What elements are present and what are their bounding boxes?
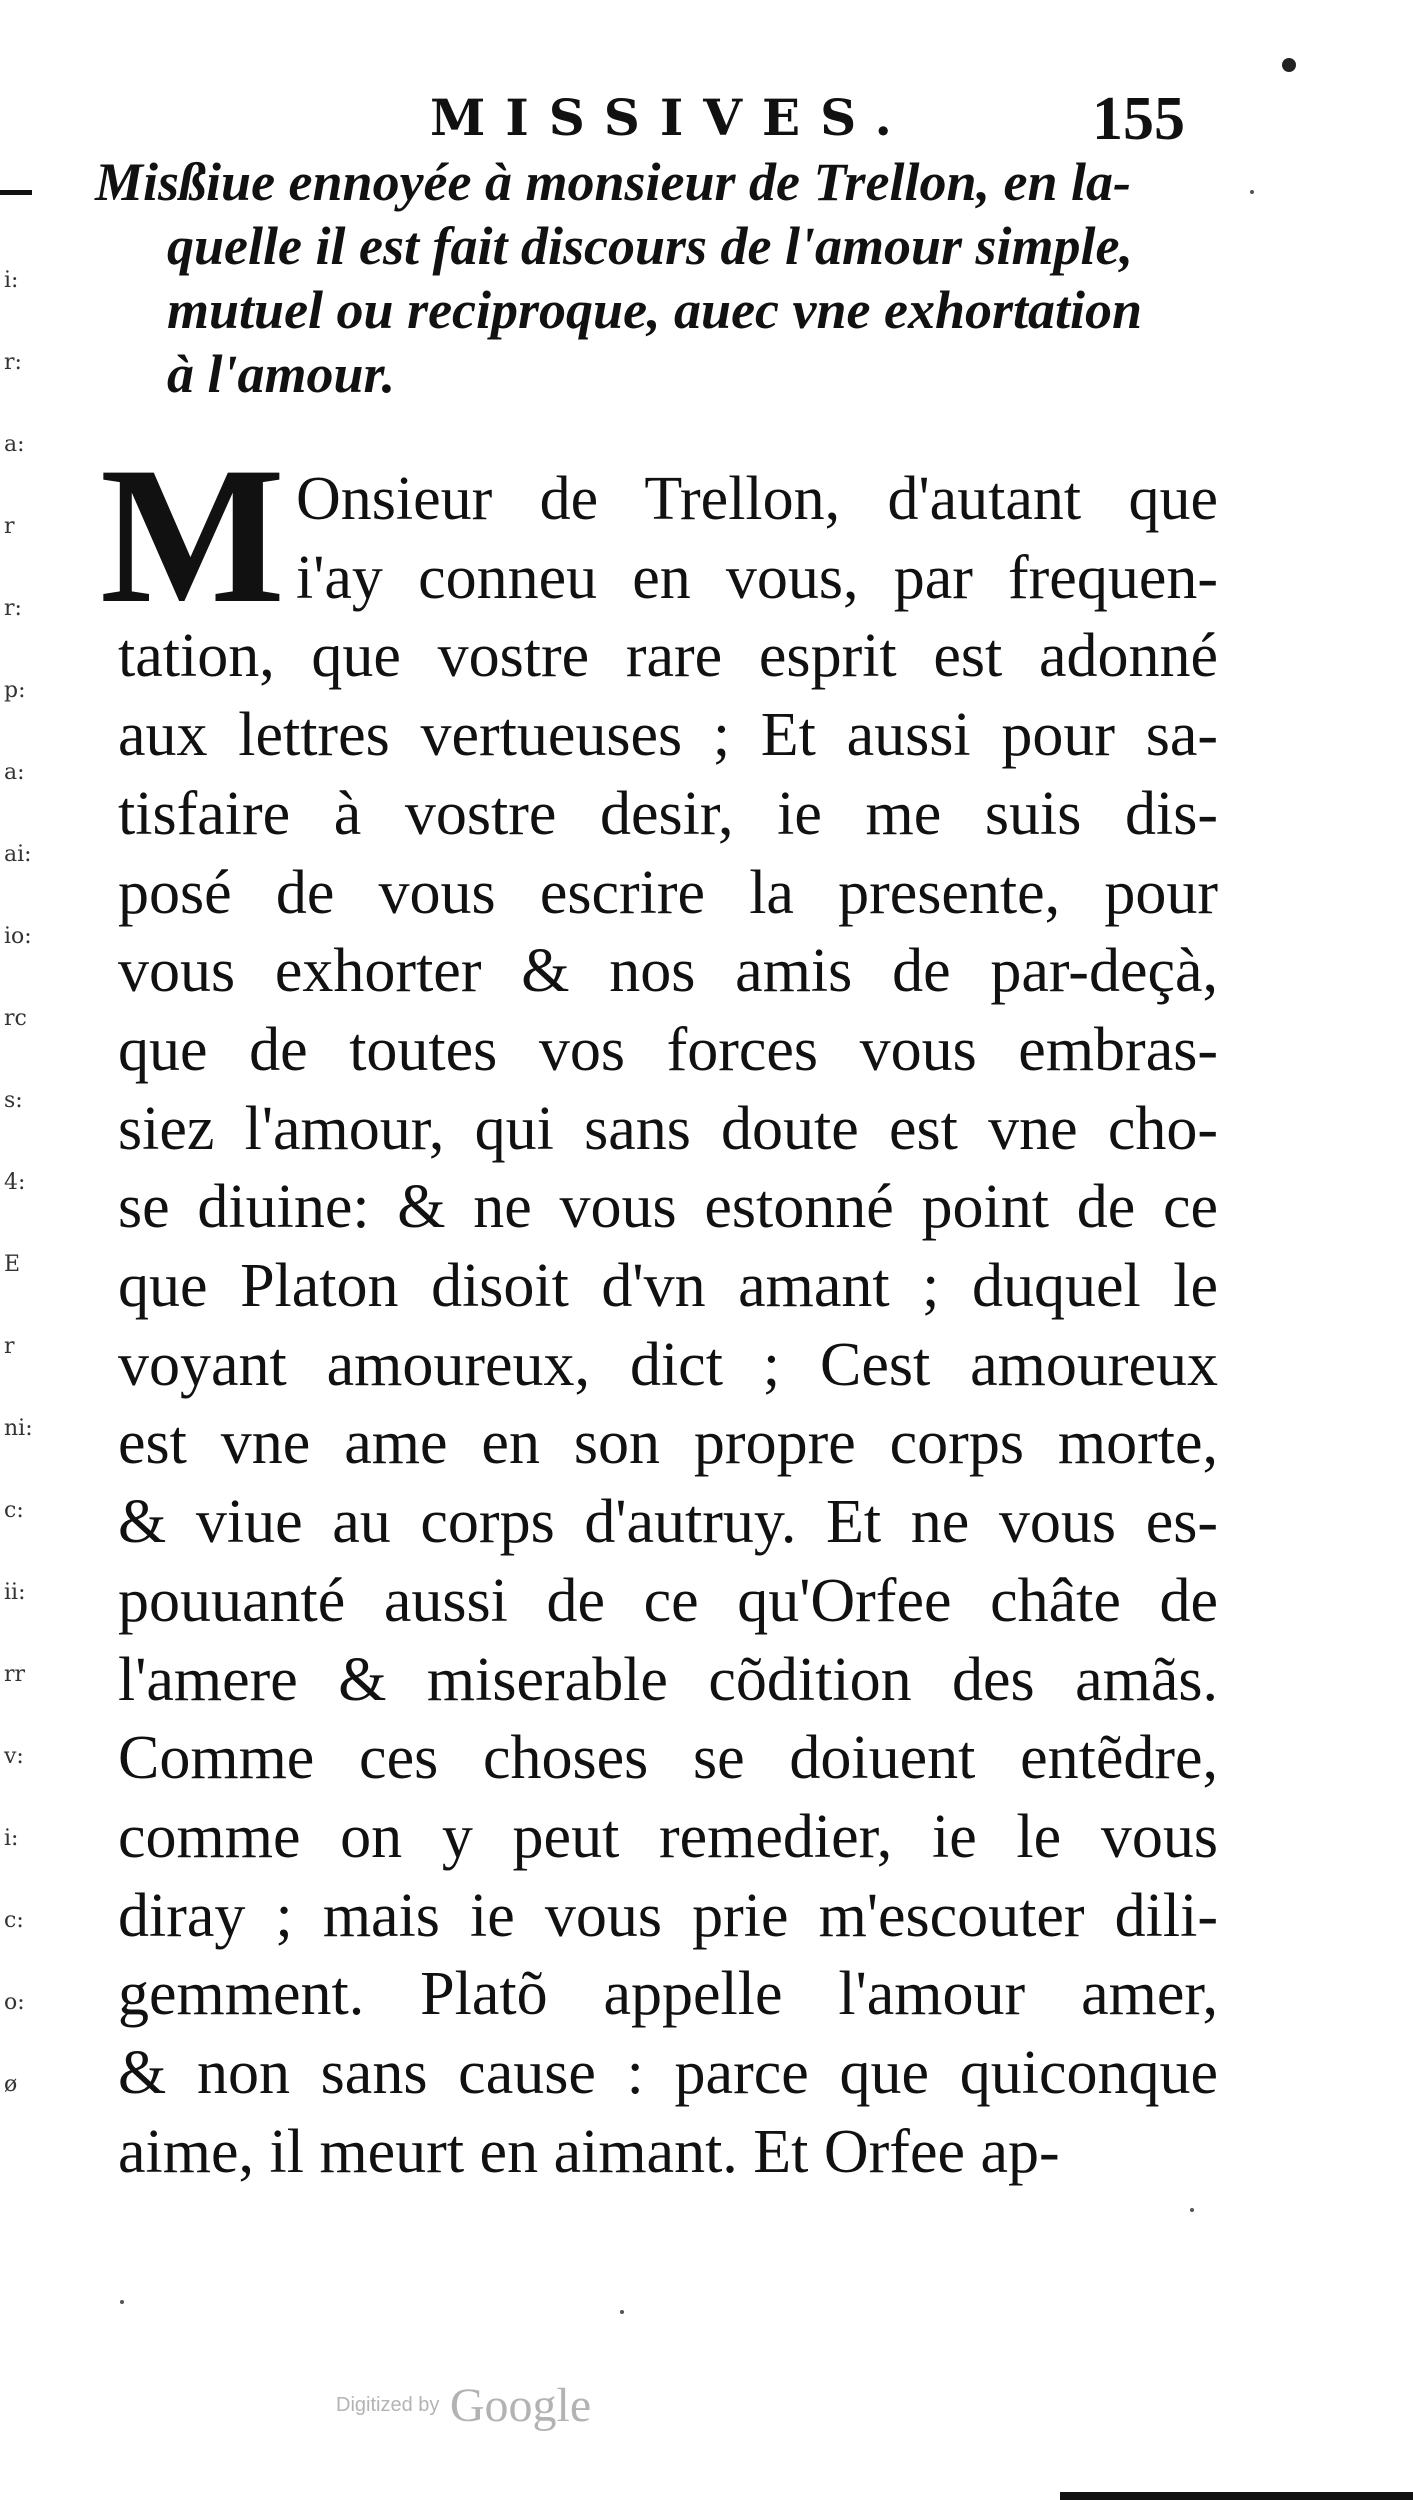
text-line: voyant amoureux, dict ; Cest amoureux <box>118 1330 1218 1399</box>
digitized-watermark <box>336 2378 591 2433</box>
text-line: diray ; mais ie vous prie m'escouter dili- <box>118 1881 1218 1950</box>
text-line: & non sans cause : parce que quiconque <box>118 2039 1218 2108</box>
running-head: MISSIVES. <box>430 88 912 147</box>
heading-line: quelle il est fait discours de l'amour simple, <box>167 216 1134 276</box>
heading-line: Misßiue ennoyée à monsieur de Trellon, en la- <box>95 152 1131 212</box>
gutter-mark: r <box>4 514 15 539</box>
bottom-edge-rule <box>1060 2492 1413 2500</box>
text-line: que Platon disoit d'vn amant ; duquel le <box>118 1252 1218 1321</box>
gutter-mark: ni: <box>4 1416 33 1441</box>
gutter-mark: rr <box>4 1662 26 1687</box>
heading-line: à l'amour. <box>167 344 396 404</box>
gutter-mark: c: <box>4 1908 24 1933</box>
text-line: vous exhorter & nos amis de par-deçà, <box>118 937 1218 1006</box>
ink-speck <box>1250 190 1254 194</box>
gutter-mark: 4: <box>4 1170 26 1195</box>
gutter-mark: rc <box>4 1006 27 1031</box>
text-line: l'amere & miserable cõdition des amãs. <box>118 1645 1218 1714</box>
text-line: tisfaire à vostre desir, ie me suis dis- <box>118 779 1218 848</box>
gutter-mark: c: <box>4 1498 24 1523</box>
gutter-mark: i: <box>4 268 19 293</box>
google-logo-text: Google <box>449 2379 592 2432</box>
text-line: Onsieur de Trellon, d'autant que <box>296 465 1218 533</box>
gutter-mark: o: <box>4 1990 25 2015</box>
gutter-mark: io: <box>4 924 32 949</box>
gutter-mark: ai: <box>4 842 32 867</box>
text-line: est vne ame en son propre corps morte, <box>118 1409 1218 1478</box>
page-number: 155 <box>1092 85 1185 153</box>
text-line: se diuine: & ne vous estonné point de ce <box>118 1173 1218 1242</box>
drop-cap: M <box>100 427 285 644</box>
gutter-rule <box>0 190 32 195</box>
letter-heading <box>95 150 1225 406</box>
text-line: siez l'amour, qui sans doute est vne cho- <box>118 1094 1218 1163</box>
gutter-mark: s: <box>4 1088 23 1113</box>
text-line: & viue au corps d'autruy. Et ne vous es- <box>118 1488 1218 1557</box>
text-line: pouuanté aussi de ce qu'Orfee châte de <box>118 1566 1218 1635</box>
text-line: aux lettres vertueuses ; Et aussi pour sa- <box>118 701 1218 770</box>
text-line: tation, que vostre rare esprit est adonné <box>118 622 1218 691</box>
text-line: aime, il meurt en aimant. Et Orfee ap- <box>118 2117 1060 2186</box>
gutter-mark: v: <box>4 1744 24 1769</box>
gutter-mark: i: <box>4 1826 19 1851</box>
text-line: posé de vous escrire la presente, pour <box>118 858 1218 927</box>
text-line: Comme ces choses se doiuent entẽdre, <box>118 1724 1218 1793</box>
gutter-mark: a: <box>4 432 25 457</box>
ink-speck <box>120 2300 124 2304</box>
gutter-mark: r <box>4 1334 15 1359</box>
body-text <box>118 460 1218 2191</box>
ink-speck <box>1190 2208 1194 2212</box>
gutter-mark: r: <box>4 350 22 375</box>
gutter-mark: a: <box>4 760 25 785</box>
gutter-mark: r: <box>4 596 22 621</box>
gutter-mark: ii: <box>4 1580 26 1605</box>
ink-speck <box>620 2310 624 2314</box>
text-line: gemment. Platõ appelle l'amour amer, <box>118 1960 1218 2029</box>
ink-speck <box>1282 58 1296 72</box>
heading-line: mutuel ou reciproque, auec vne exhortation <box>167 280 1143 340</box>
text-line: que de toutes vos forces vous embras- <box>118 1015 1218 1084</box>
gutter-mark: ø <box>4 2072 18 2097</box>
gutter-mark: E <box>4 1252 21 1277</box>
digitized-by-text: Digitized by <box>336 2394 440 2416</box>
text-line: i'ay conneu en vous, par frequen- <box>296 543 1218 612</box>
text-line: comme on y peut remedier, ie le vous <box>118 1802 1218 1871</box>
gutter-mark: p: <box>4 678 26 703</box>
